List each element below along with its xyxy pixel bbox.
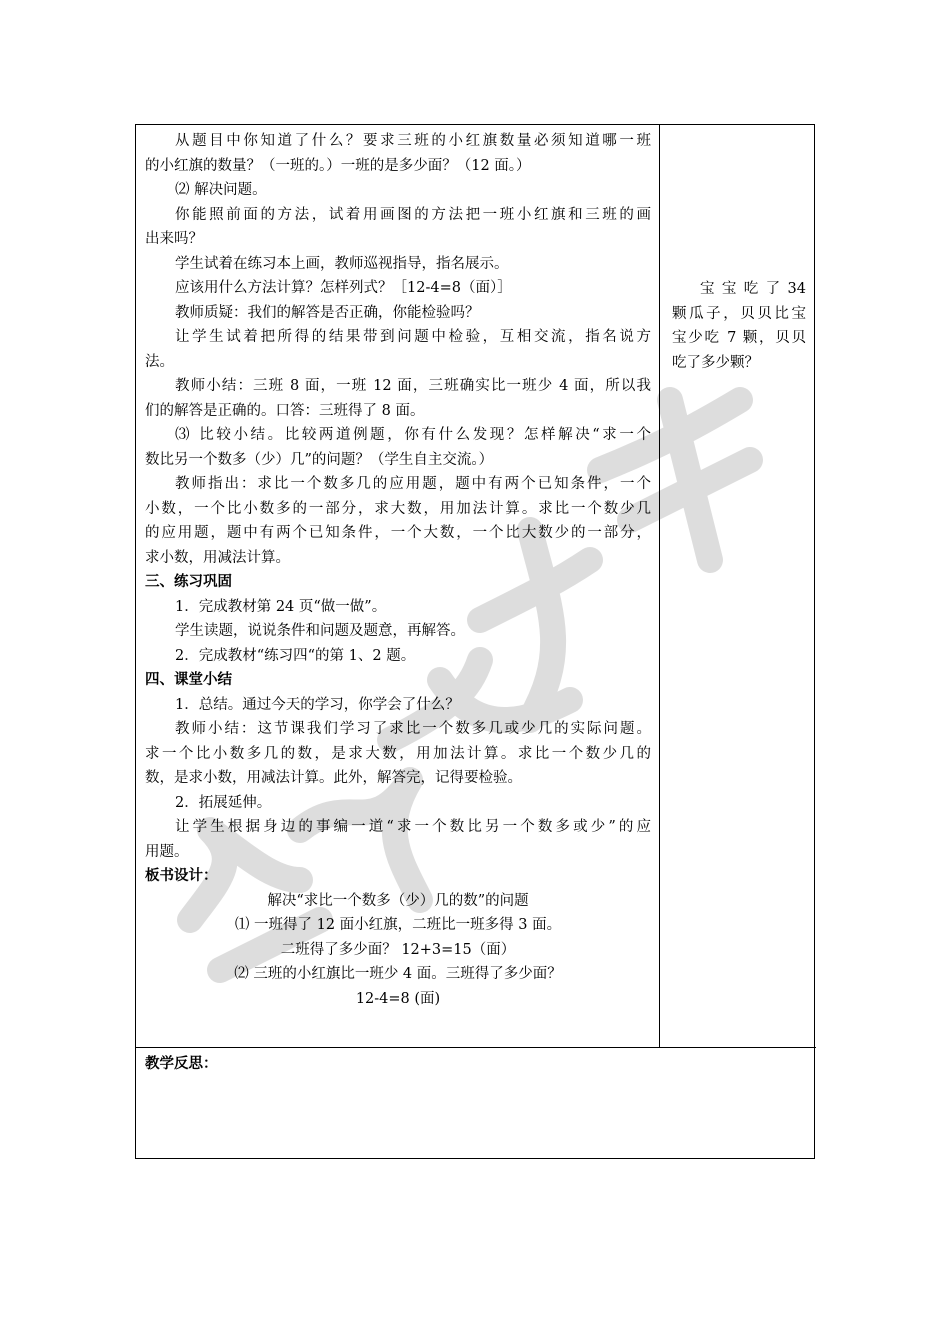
- board-line: 12-4=8 (面): [355, 990, 441, 1007]
- lesson-table: [135, 124, 815, 1159]
- text-line: 数比另一个数多（少）几”的问题？（学生自主交流。）: [145, 451, 494, 468]
- text-line: 的应用题，题中有两个已知条件，一个大数，一个比大数少的一部分，: [145, 525, 651, 541]
- text-line: 1．完成教材第 24 页“做一做”。: [175, 598, 387, 615]
- text-line: 从题目中你知道了什么？要求三班的小红旗数量必须知道哪一班: [175, 133, 651, 149]
- text-line: 让学生试着把所得的结果带到问题中检验，互相交流，指名说方: [175, 329, 651, 345]
- text-line: 颗瓜子，贝贝比宝: [672, 305, 806, 322]
- lesson-content-cell: [136, 125, 660, 1048]
- text-line: 教师质疑：我们的解答是否正确，你能检验吗？: [175, 304, 480, 321]
- practice-question: [672, 277, 806, 375]
- text-line: 数，是求小数，用减法计算。此外，解答完，记得要检验。: [145, 770, 522, 786]
- section-heading: 四、课堂小结: [145, 672, 232, 688]
- text-line: 求一个比小数多几的数，是求大数，用加法计算。求比一个数少几的: [145, 745, 651, 762]
- reflection-title: 教学反思：: [145, 1056, 218, 1072]
- text-line: 教师指出：求比一个数多几的应用题，题中有两个已知条件，一个: [175, 476, 651, 492]
- board-line: 二班得了多少面？ 12+3=15（面）: [280, 941, 516, 958]
- text-line: 教师小结：三班 8 面，一班 12 面，三班确实比一班少 4 面，所以我: [175, 378, 651, 394]
- text-line: 学生试着在练习本上画，教师巡视指导，指名展示。: [175, 255, 509, 272]
- text-line: 教师小结：这节课我们学习了求比一个数多几或少几的实际问题。: [175, 721, 651, 737]
- text-line: 应该用什么方法计算？怎样列式？［12-4=8（面）］: [175, 280, 512, 296]
- text-line: 你能照前面的方法，试着用画图的方法把一班小红旗和三班的画: [175, 206, 651, 223]
- text-line: 的小红旗的数量？（一班的。）一班的是多少面？（12 面。）: [145, 157, 531, 174]
- text-line: 小数，一个比小数多的一部分，求大数，用加法计算。求比一个数少几: [145, 500, 651, 517]
- text-line: 求小数，用减法计算。: [145, 549, 290, 566]
- text-line: 让学生根据身边的事编一道“求一个数比另一个数多或少”的应: [175, 819, 651, 835]
- board-title: 解决“求比一个数多（少）几的数”的问题: [267, 892, 529, 909]
- text-line: ⑵ 解决问题。: [175, 182, 267, 198]
- text-line: 出来吗？: [145, 231, 203, 247]
- text-line: 宝 宝 吃 了 34: [700, 281, 806, 297]
- text-line: 学生读题，说说条件和问题及题意，再解答。: [175, 623, 465, 639]
- section-heading: 三、练习巩固: [145, 574, 232, 590]
- text-line: 2．完成教材“练习四“的第 1、2 题。: [175, 647, 416, 664]
- practice-cell: [660, 125, 816, 1048]
- board-line: ⑴ 一班得了 12 面小红旗，二班比一班多得 3 面。: [234, 917, 562, 933]
- section-heading: 板书设计：: [145, 868, 218, 884]
- text-line: 法。: [145, 353, 174, 370]
- text-line: 1．总结。通过今天的学习，你学会了什么？: [175, 696, 460, 713]
- text-line: 吃了多少颗？: [672, 354, 759, 371]
- text-line: 用题。: [145, 843, 189, 860]
- board-line: ⑵ 三班的小红旗比一班少 4 面。三班得了多少面？: [234, 966, 562, 982]
- text-line: 们的解答是正确的。口答：三班得了 8 面。: [145, 402, 425, 419]
- text-line: 宝少吃 7 颗，贝贝: [672, 330, 806, 346]
- reflection-cell: [136, 1048, 816, 1158]
- text-line: 2．拓展延伸。: [175, 794, 272, 811]
- text-line: ⑶ 比较小结。比较两道例题，你有什么发现？怎样解决“求一个: [175, 427, 651, 443]
- lesson-content: [145, 129, 651, 1011]
